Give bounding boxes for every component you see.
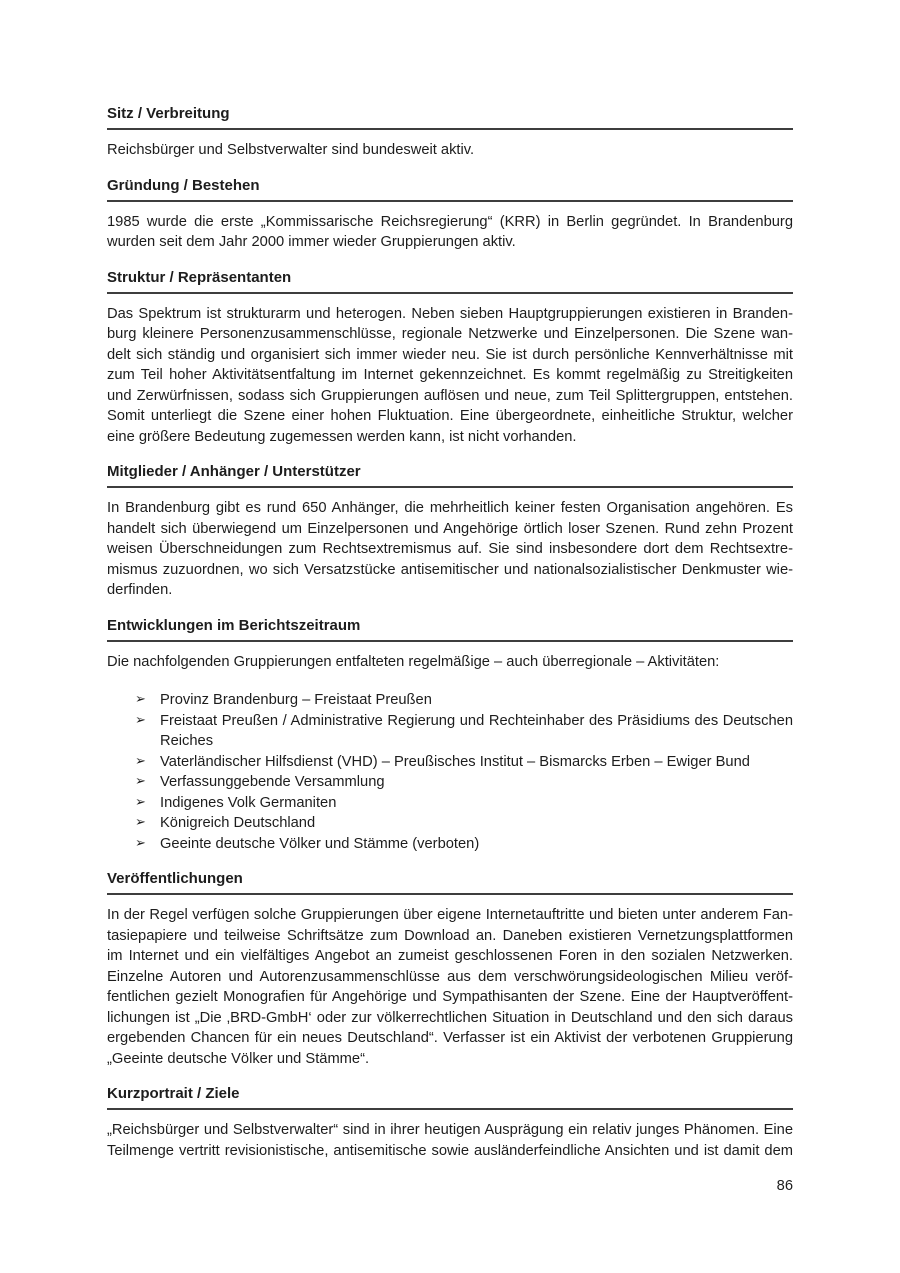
list-item	[107, 752, 793, 773]
arrow-bullet-icon: ➢	[135, 794, 146, 810]
text-line: tasiepapiere und teilweise Schriftsätze zum Download an. Daneben existieren Vernetzungsplattformen	[107, 927, 793, 944]
paragraph	[107, 212, 793, 253]
section-heading-mitglieder-anhaenger-unterstuetzer: Mitglieder / Anhänger / Unterstützer	[107, 464, 793, 488]
list-item-line: Königreich Deutschland	[160, 815, 316, 831]
text-line: und Zerwürfnissen, sodass sich Gruppierungen auflösen und neue, zum Teil Splittergruppen, entstehen.	[107, 387, 793, 404]
list-item-line: Provinz Brandenburg – Freistaat Preußen	[160, 692, 432, 708]
section-heading-veroeffentlichungen: Veröffentlichungen	[107, 871, 793, 895]
list-item-text	[160, 813, 793, 834]
text-line: „Geeinte deutsche Völker und Stämme“.	[107, 1050, 370, 1067]
text-line: im Internet und ein vielfältiges Angebot an zumeist geschlossenen Foren in den sozialen Netzwerken.	[107, 948, 793, 964]
list-item-line: Reiches	[160, 733, 214, 749]
section-heading-gruendung-bestehen: Gründung / Bestehen	[107, 178, 793, 202]
arrow-bullet-icon: ➢	[135, 835, 146, 851]
list-item	[107, 834, 793, 855]
arrow-bullet-icon: ➢	[135, 753, 146, 769]
text-line: burg kleinere Personenzusammenschlüsse, regionale Netzwerke und Einzelpersonen. Die Szene wan-	[107, 326, 793, 342]
text-line: Das Spektrum ist strukturarm und heterogen. Neben sieben Hauptgruppierungen existieren in Branden-	[107, 305, 793, 322]
list-item-text	[160, 711, 793, 752]
list-item	[107, 793, 793, 814]
list-item-line: Vaterländischer Hilfsdienst (VHD) – Preußisches Institut – Bismarcks Erben – Ewiger Bund	[160, 753, 750, 770]
document-content	[107, 106, 793, 1161]
list-item-text	[160, 752, 793, 773]
list-item-line: Freistaat Preußen / Administrative Regierung und Rechteinhaber des Präsidiums des Deutschen	[160, 712, 793, 729]
arrow-bullet-icon: ➢	[135, 712, 146, 728]
text-line: Die nachfolgenden Gruppierungen entfalteten regelmäßige – auch überregionale – Aktivitäten:	[107, 653, 720, 670]
list-item-line: Geeinte deutsche Völker und Stämme (verboten)	[160, 835, 480, 852]
paragraph	[107, 905, 793, 1069]
text-line: handelt sich überwiegend um Einzelpersonen und Angehörige örtlich loser Szenen. Rund zehn Prozent	[107, 520, 793, 537]
paragraph	[107, 1120, 793, 1161]
text-line: In Brandenburg gibt es rund 650 Anhänger, die mehrheitlich keiner festen Organisation angehören. Es	[107, 500, 793, 516]
text-line: weisen Überschneidungen zum Rechtsextremismus auf. Sie sind insbesondere dort dem Rechtsextre-	[107, 541, 793, 557]
text-line: fentlichen gezielt Monografien für Angehörige und Sympathisanten der Szene. Eine der Hauptveröffent-	[107, 989, 793, 1005]
section-heading-struktur-repraesentanten: Struktur / Repräsentanten	[107, 270, 793, 294]
list-item-text	[160, 793, 793, 814]
list-item-line: Indigenes Volk Germaniten	[160, 794, 337, 811]
text-line: ergebenden Chancen für ein neues Deutschland“. Verfasser ist ein Aktivist der verbotenen Gruppierung	[107, 1030, 793, 1046]
paragraph	[107, 140, 793, 161]
section-heading-kurzportrait-ziele: Kurzportrait / Ziele	[107, 1086, 793, 1110]
list-item	[107, 813, 793, 834]
list-item	[107, 772, 793, 793]
text-line: In der Regel verfügen solche Gruppierungen über eigene Internetauftritte und bieten unter anderem Fan-	[107, 907, 793, 923]
text-line: wurden seit dem Jahr 2000 immer wieder Gruppierungen aktiv.	[107, 234, 516, 250]
text-line: Somit unterliegt die Szene einer hohen Fluktuation. Eine übergeordnete, einheitliche Struktur, welcher	[107, 408, 793, 424]
text-line: Teilmenge vertritt revisionistische, antisemitische sowie ausländerfeindliche Ansichten und ist damit dem	[107, 1142, 793, 1159]
text-line: Reichsbürger und Selbstverwalter sind bundesweit aktiv.	[107, 142, 475, 158]
list-item-text	[160, 772, 793, 793]
text-line: 1985 wurde die erste „Kommissarische Reichsregierung“ (KRR) in Berlin gegründet. In Brandenburg	[107, 213, 793, 230]
list-item-text	[160, 690, 793, 711]
list-item	[107, 711, 793, 752]
paragraph	[107, 304, 793, 448]
text-line: eine größere Bedeutung zugemessen werden kann, ist nicht vorhanden.	[107, 428, 577, 445]
text-line: zum Teil hoher Aktivitätsentfaltung im Internet gekennzeichnet. Es kommt regelmäßig zu Streitigkeiten	[107, 367, 793, 383]
arrow-bullet-icon: ➢	[135, 692, 146, 707]
list-item-line: Verfassunggebende Versammlung	[160, 774, 385, 790]
list-item	[107, 690, 793, 711]
paragraph	[107, 652, 793, 673]
text-line: lichungen ist „Die ‚BRD-GmbH‘ oder zur völkerrechtlichen Situation in Deutschland und den sich daraus	[107, 1009, 793, 1026]
section-heading-entwicklungen-im-berichtszeitraum: Entwicklungen im Berichtszeitraum	[107, 618, 793, 642]
arrow-bullet-icon: ➢	[135, 774, 146, 789]
text-line: derfinden.	[107, 582, 173, 598]
page-number: 86	[776, 1178, 793, 1194]
list-item-text	[160, 834, 793, 855]
section-heading-sitz-verbreitung: Sitz / Verbreitung	[107, 106, 793, 130]
arrow-bullet-icon: ➢	[135, 815, 146, 830]
text-line: „Reichsbürger und Selbstverwalter“ sind in ihrer heutigen Ausprägung ein relativ junges Phänomen. Eine	[107, 1122, 793, 1138]
text-line: delt sich ständig und organisiert sich immer wieder neu. Sie ist durch persönliche Kennverhältnisse mit	[107, 346, 793, 363]
groups-list	[107, 690, 793, 854]
paragraph	[107, 498, 793, 601]
text-line: Einzelne Autoren und Autorenzusammenschlüsse aus dem verschwörungsideologischen Milieu veröf-	[107, 968, 793, 985]
text-line: mismus zuzuordnen, wo sich Versatzstücke antisemitischer und nationalsozialistischer Denkmuster wie-	[107, 561, 793, 578]
